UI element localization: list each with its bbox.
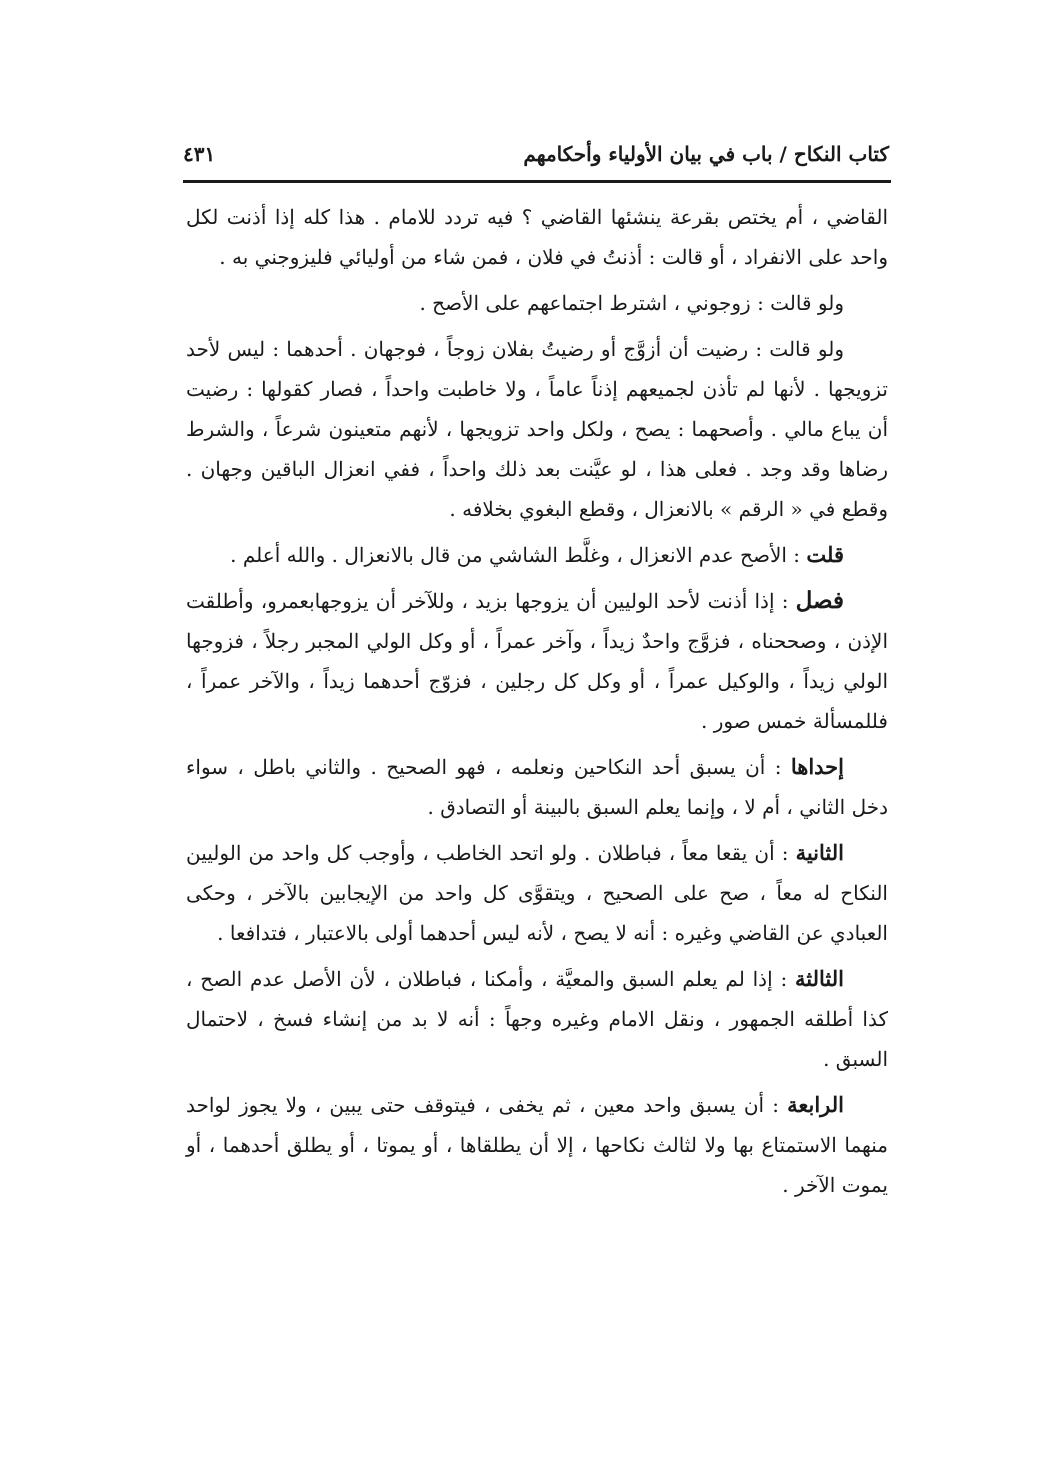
paragraph bbox=[186, 197, 888, 277]
paragraph bbox=[186, 959, 888, 1079]
paragraph bbox=[186, 1085, 888, 1205]
section-heading: فصل bbox=[795, 587, 844, 614]
page-header bbox=[183, 138, 889, 178]
paragraph-text: : إذا أذنت لأحد الوليين أن يزوجها بزيد ، وللآخر أن يزوجهابعمرو، وأطلقت الإذن ، وصححناه ، فزوَّج واحدٌ زيداً ، وآخر عمراً ، أو وكل الولي المجبر رجلاً ، فزوجها الولي زيداً ، والوكيل عمراً ، أو وكل كل رجلين ، فزوّج أحدهما زيداً ، والآخر عمراً ، فللمسألة خمس صور . bbox=[186, 589, 888, 733]
body-text bbox=[186, 197, 888, 1211]
paragraph bbox=[186, 833, 888, 953]
paragraph-term: الثالثة bbox=[795, 966, 844, 991]
header-rule bbox=[183, 180, 891, 183]
paragraph bbox=[186, 283, 888, 323]
paragraph-text: : أن يسبق أحد النكاحين ونعلمه ، فهو الصحيح . والثاني باطل ، سواء دخل الثاني ، أم لا ، وإنما يعلم السبق بالبينة أو التصادق . bbox=[186, 755, 888, 819]
paragraph-text: : أن يسبق واحد معين ، ثم يخفى ، فيتوقف حتى يبين ، ولا يجوز لواحد منهما الاستمتاع بها ولا لثالث نكاحها ، إلا أن يطلقاها ، أو يموتا ، أو يطلق أحدهما ، أو يموت الآخر . bbox=[186, 1093, 888, 1197]
paragraph bbox=[186, 329, 888, 529]
paragraph-text: ولو قالت : رضيت أن أزوَّج أو رضيتُ بفلان زوجاً ، فوجهان . أحدهما : ليس لأحد تزويجها . لأنها لم تأذن لجميعهم إذناً عاماً ، ولا خاطبت واحداً ، فصار كقولها : رضيت أن يباع مالي . وأصحهما : يصح ، ولكل واحد تزويجها ، لأنهم متعينون شرعاً ، والشرط رضاها وقد وجد . فعلى هذا ، لو عيَّنت بعد ذلك واحداً ، ففي انعزال الباقين وجهان . وقطع في « الرقم » بالانعزال ، وقطع البغوي بخلافه . bbox=[186, 337, 888, 521]
paragraph-term: الثانية bbox=[795, 840, 844, 865]
page-number: ٤٣١ bbox=[183, 142, 216, 166]
paragraph-text: القاضي ، أم يختص بقرعة ينشئها القاضي ؟ فيه تردد للامام . هذا كله إذا أذنت لكل واحد على الانفراد ، أو قالت : أذنتُ في فلان ، فمن شاء من أوليائي فليزوجني به . bbox=[186, 205, 888, 269]
paragraph-term: قلت bbox=[806, 542, 844, 567]
running-title: كتاب النكاح / باب في بيان الأولياء وأحكامهم bbox=[523, 142, 889, 166]
paragraph-text: : أن يقعا معاً ، فباطلان . ولو اتحد الخاطب ، وأوجب كل واحد من الوليين النكاح له معاً ، صح على الصحيح ، ويتقوَّى كل واحد من الإيجابين بالآخر ، وحكى العبادي عن القاضي وغيره : أنه لا يصح ، لأنه ليس أحدهما أولى بالاعتبار ، فتدافعا . bbox=[186, 841, 888, 945]
paragraph-term: الرابعة bbox=[787, 1092, 844, 1117]
paragraph bbox=[186, 535, 888, 575]
paragraph-text: : إذا لم يعلم السبق والمعيَّة ، وأمكنا ، فباطلان ، لأن الأصل عدم الصح ، كذا أطلقه الجمهور ، ونقل الامام وغيره وجهاً : أنه لا بد من إنشاء فسخ ، لاحتمال السبق . bbox=[186, 967, 888, 1071]
paragraph-text: ولو قالت : زوجوني ، اشترط اجتماعهم على الأصح . bbox=[419, 291, 844, 315]
paragraph-text: : الأصح عدم الانعزال ، وغلَّط الشاشي من قال بالانعزال . والله أعلم . bbox=[230, 543, 807, 567]
paragraph bbox=[186, 581, 888, 741]
paragraph bbox=[186, 747, 888, 827]
paragraph-term: إحداها bbox=[790, 754, 844, 779]
